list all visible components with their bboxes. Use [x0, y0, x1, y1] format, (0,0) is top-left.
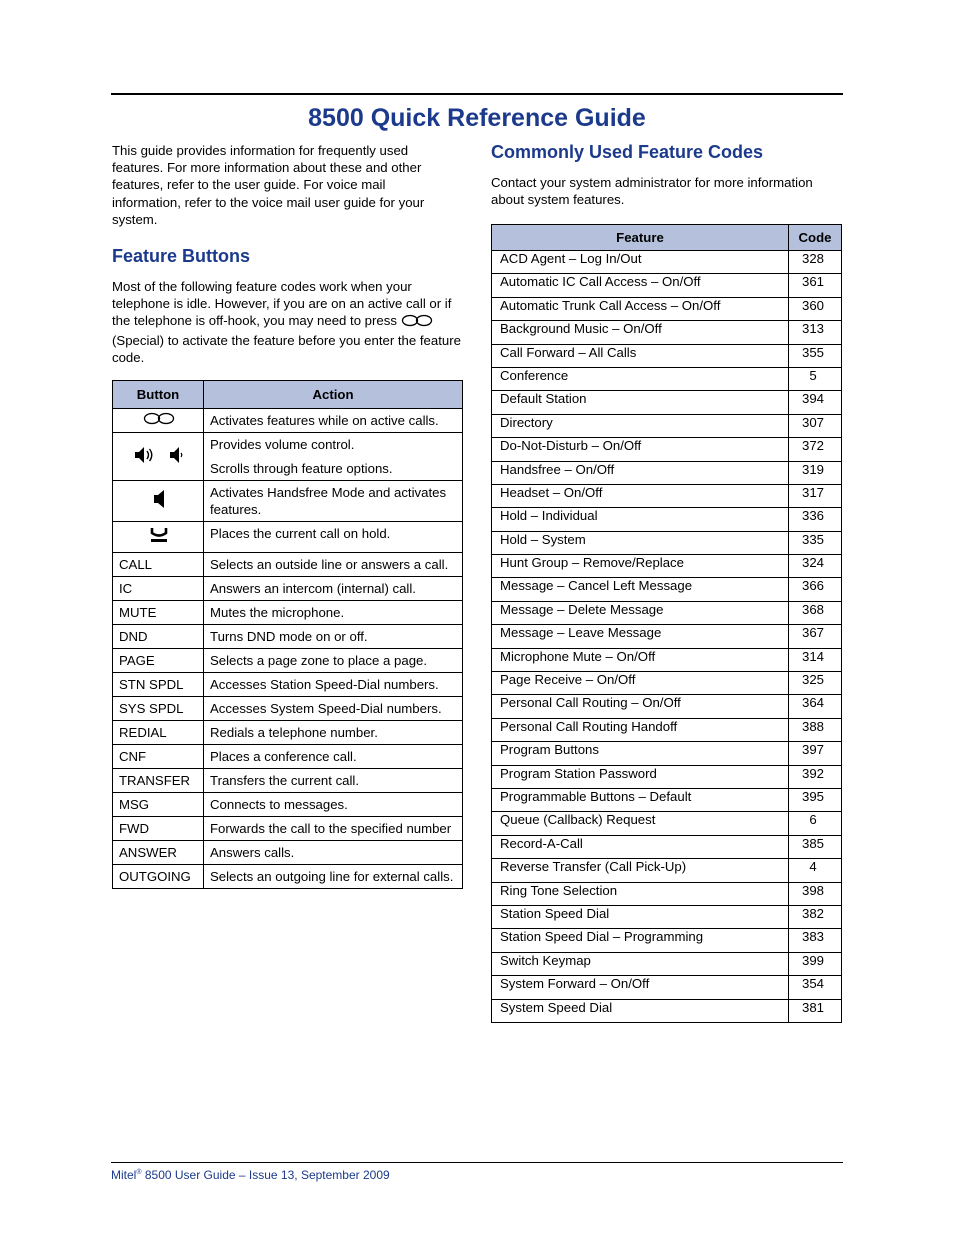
table-row [113, 522, 463, 553]
action-line-1: Provides volume control. [210, 437, 355, 452]
feature-name-cell: Queue (Callback) Request [492, 812, 789, 835]
col-code-header: Code [789, 225, 842, 251]
feature-code-cell: 325 [789, 672, 842, 695]
button-name-cell: CNF [113, 745, 204, 769]
table-row [492, 438, 842, 461]
action-cell: Selects an outgoing line for external calls. [204, 865, 463, 889]
table-row [492, 976, 842, 999]
feature-name-cell: Ring Tone Selection [492, 882, 789, 905]
feature-name-cell: System Forward – On/Off [492, 976, 789, 999]
feature-name-cell: Microphone Mute – On/Off [492, 648, 789, 671]
bottom-rule [111, 1162, 843, 1163]
feature-code-cell: 335 [789, 531, 842, 554]
feature-code-cell: 381 [789, 999, 842, 1022]
table-row [492, 414, 842, 437]
table-row [492, 765, 842, 788]
feature-code-cell: 4 [789, 859, 842, 882]
feature-code-cell: 314 [789, 648, 842, 671]
feature-name-cell: Personal Call Routing Handoff [492, 718, 789, 741]
table-row [492, 251, 842, 274]
feature-code-cell: 336 [789, 508, 842, 531]
feature-codes-intro: Contact your system administrator for more information about system features. [491, 175, 813, 208]
feature-code-cell: 385 [789, 835, 842, 858]
table-row [492, 367, 842, 390]
feature-code-cell: 368 [789, 601, 842, 624]
table-row [492, 695, 842, 718]
table-row [113, 553, 463, 577]
feature-code-cell: 360 [789, 297, 842, 320]
table-row [492, 672, 842, 695]
feature-buttons-heading: Feature Buttons [112, 246, 251, 266]
feature-name-cell: Station Speed Dial – Programming [492, 929, 789, 952]
feature-code-cell: 397 [789, 742, 842, 765]
action-cell: Places the current call on hold. [204, 522, 463, 553]
table-row [113, 697, 463, 721]
feature-codes-body [492, 251, 842, 1023]
feature-name-cell: Message – Cancel Left Message [492, 578, 789, 601]
volume-down-icon [168, 454, 184, 469]
feature-code-cell: 6 [789, 812, 842, 835]
table-row [492, 297, 842, 320]
table-row [492, 555, 842, 578]
button-name-cell: REDIAL [113, 721, 204, 745]
feature-name-cell: Reverse Transfer (Call Pick-Up) [492, 859, 789, 882]
speaker-icon [152, 498, 166, 513]
feature-name-cell: Record-A-Call [492, 835, 789, 858]
table-row [113, 841, 463, 865]
feature-name-cell: Background Music – On/Off [492, 321, 789, 344]
table-row [113, 745, 463, 769]
feature-code-cell: 372 [789, 438, 842, 461]
button-name-cell: DND [113, 625, 204, 649]
feature-code-cell: 367 [789, 625, 842, 648]
feature-name-cell: Do-Not-Disturb – On/Off [492, 438, 789, 461]
feature-code-cell: 399 [789, 952, 842, 975]
table-row [113, 673, 463, 697]
feature-code-cell: 364 [789, 695, 842, 718]
feature-name-cell: Switch Keymap [492, 952, 789, 975]
action-cell: Transfers the current call. [204, 769, 463, 793]
special-icon [401, 314, 433, 331]
table-row [492, 274, 842, 297]
footer [111, 1168, 390, 1182]
table-row [113, 577, 463, 601]
table-row [492, 859, 842, 882]
feature-buttons-text-before: Most of the following feature codes work when your telephone is idle. However, if you are on an active call or if the telephone is off-hook, you may need to press [112, 279, 452, 329]
action-cell: Accesses System Speed-Dial numbers. [204, 697, 463, 721]
action-cell [204, 433, 463, 481]
col-action-header: Action [204, 381, 463, 409]
feature-name-cell: Hold – System [492, 531, 789, 554]
table-row [492, 742, 842, 765]
button-name-cell: MSG [113, 793, 204, 817]
action-cell: Answers an intercom (internal) call. [204, 577, 463, 601]
table-row [113, 649, 463, 673]
feature-code-cell: 382 [789, 905, 842, 928]
feature-name-cell: Conference [492, 367, 789, 390]
action-cell: Places a conference call. [204, 745, 463, 769]
feature-name-cell: Automatic Trunk Call Access – On/Off [492, 297, 789, 320]
footer-registered-mark: ® [136, 1169, 142, 1176]
action-cell: Forwards the call to the specified number [204, 817, 463, 841]
feature-code-cell: 324 [789, 555, 842, 578]
button-name-cell: MUTE [113, 601, 204, 625]
table-row [492, 578, 842, 601]
feature-code-cell: 328 [789, 251, 842, 274]
feature-name-cell: Hunt Group – Remove/Replace [492, 555, 789, 578]
table-row [492, 835, 842, 858]
table-row [113, 433, 463, 481]
action-cell: Answers calls. [204, 841, 463, 865]
feature-name-cell: Message – Delete Message [492, 601, 789, 624]
feature-name-cell: Personal Call Routing – On/Off [492, 695, 789, 718]
feature-code-cell: 354 [789, 976, 842, 999]
table-row [113, 793, 463, 817]
feature-name-cell: Hold – Individual [492, 508, 789, 531]
table-row [492, 905, 842, 928]
button-name-cell: CALL [113, 553, 204, 577]
action-cell: Selects an outside line or answers a call. [204, 553, 463, 577]
feature-code-cell: 383 [789, 929, 842, 952]
table-row [492, 625, 842, 648]
table-row [492, 601, 842, 624]
button-name-cell: IC [113, 577, 204, 601]
feature-name-cell: Directory [492, 414, 789, 437]
feature-codes-heading: Commonly Used Feature Codes [491, 142, 764, 162]
footer-text: 8500 User Guide – Issue 13, September 2009 [141, 1168, 390, 1182]
feature-code-cell: 366 [789, 578, 842, 601]
feature-name-cell: Handsfree – On/Off [492, 461, 789, 484]
action-line-2: Scrolls through feature options. [210, 461, 393, 476]
table-row [492, 461, 842, 484]
feature-code-cell: 392 [789, 765, 842, 788]
button-name-cell: TRANSFER [113, 769, 204, 793]
feature-name-cell: Message – Leave Message [492, 625, 789, 648]
table-row [492, 344, 842, 367]
button-name-cell: FWD [113, 817, 204, 841]
table-row [492, 788, 842, 811]
col-button-header: Button [113, 381, 204, 409]
feature-name-cell: Automatic IC Call Access – On/Off [492, 274, 789, 297]
action-cell: Redials a telephone number. [204, 721, 463, 745]
action-cell: Selects a page zone to place a page. [204, 649, 463, 673]
feature-name-cell: Station Speed Dial [492, 905, 789, 928]
feature-codes-table [491, 224, 842, 1023]
volume-up-icon [133, 454, 159, 469]
button-name-cell: SYS SPDL [113, 697, 204, 721]
volume-button-cell [113, 433, 204, 481]
action-cell: Turns DND mode on or off. [204, 625, 463, 649]
feature-code-cell: 5 [789, 367, 842, 390]
table-row [492, 648, 842, 671]
feature-code-cell: 395 [789, 788, 842, 811]
table-row [492, 999, 842, 1022]
feature-code-cell: 355 [789, 344, 842, 367]
table-row [113, 769, 463, 793]
table-row [492, 321, 842, 344]
feature-code-cell: 319 [789, 461, 842, 484]
table-row [113, 481, 463, 522]
intro-text: This guide provides information for frequently used features. For more information about these and other features, refer to the user guide. For voice mail information, refer to the voice mail user guide for your system. [112, 143, 425, 227]
table-row [492, 882, 842, 905]
feature-code-cell: 317 [789, 484, 842, 507]
footer-brand: Mitel [111, 1168, 137, 1182]
table-row [492, 391, 842, 414]
feature-name-cell: Program Buttons [492, 742, 789, 765]
table-row [113, 865, 463, 889]
table-row [492, 929, 842, 952]
button-name-cell: PAGE [113, 649, 204, 673]
table-row [113, 625, 463, 649]
feature-code-cell: 394 [789, 391, 842, 414]
table-row [492, 812, 842, 835]
speaker-button-cell [113, 481, 204, 522]
action-cell: Activates features while on active calls. [204, 409, 463, 433]
page-title: 8500 Quick Reference Guide [308, 104, 646, 132]
feature-name-cell: Page Receive – On/Off [492, 672, 789, 695]
feature-name-cell: Headset – On/Off [492, 484, 789, 507]
col-feature-header: Feature [492, 225, 789, 251]
table-row [492, 952, 842, 975]
special-button-cell [113, 409, 204, 433]
table-row [492, 508, 842, 531]
feature-name-cell: Call Forward – All Calls [492, 344, 789, 367]
table-row [113, 601, 463, 625]
feature-code-cell: 388 [789, 718, 842, 741]
feature-code-cell: 313 [789, 321, 842, 344]
hold-button-cell [113, 522, 204, 553]
table-row [492, 484, 842, 507]
feature-buttons-text [112, 278, 464, 366]
button-name-cell: OUTGOING [113, 865, 204, 889]
feature-code-cell: 361 [789, 274, 842, 297]
feature-name-cell: Program Station Password [492, 765, 789, 788]
action-cell: Connects to messages. [204, 793, 463, 817]
table-row [113, 817, 463, 841]
feature-name-cell: Default Station [492, 391, 789, 414]
table-row [492, 531, 842, 554]
top-rule [111, 93, 843, 95]
action-cell: Mutes the microphone. [204, 601, 463, 625]
table-row [113, 721, 463, 745]
feature-buttons-text-after: (Special) to activate the feature before you enter the feature code. [112, 332, 461, 365]
feature-name-cell: System Speed Dial [492, 999, 789, 1022]
feature-name-cell: ACD Agent – Log In/Out [492, 251, 789, 274]
action-cell: Activates Handsfree Mode and activates features. [204, 481, 463, 522]
table-row [492, 718, 842, 741]
feature-buttons-table [112, 380, 463, 889]
special-icon [143, 413, 175, 428]
button-name-cell: STN SPDL [113, 673, 204, 697]
table-row [113, 409, 463, 433]
feature-code-cell: 398 [789, 882, 842, 905]
feature-code-cell: 307 [789, 414, 842, 437]
feature-name-cell: Programmable Buttons – Default [492, 788, 789, 811]
button-name-cell: ANSWER [113, 841, 204, 865]
hold-icon [149, 533, 169, 548]
action-cell: Accesses Station Speed-Dial numbers. [204, 673, 463, 697]
